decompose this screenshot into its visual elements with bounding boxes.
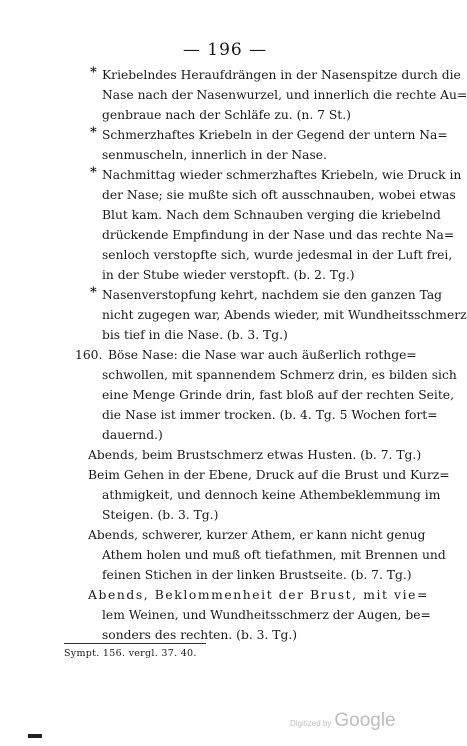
text-line: dauernd.) — [102, 428, 163, 442]
text-line: Abends, beim Brustschmerz etwas Husten. (b. 7. Tg.) — [88, 448, 422, 462]
text-line: Nase nach der Nasenwurzel, und innerlich die rechte Au= — [102, 88, 467, 102]
watermark-brand: Google — [334, 710, 396, 731]
text-line: senmuscheln, innerlich in der Nase. — [102, 148, 327, 162]
text-line: Beim Gehen in der Ebene, Druck auf die Brust und Kurz= — [88, 468, 450, 482]
text-line: Abends, Beklommenheit der Brust, mit vie= — [88, 588, 429, 602]
text-line: Kriebelndes Heraufdrängen in der Nasenspitze durch die — [102, 68, 461, 82]
symptom-bullet: * — [90, 285, 97, 300]
text-line: Athem holen und muß oft tiefathmen, mit Brennen und — [102, 548, 446, 562]
text-line: drückende Empfindung in der Nase und das rechte Na= — [102, 228, 455, 242]
text-line: athmigkeit, und dennoch keine Athembeklemmung im — [102, 488, 441, 502]
text-line: schwollen, mit spannendem Schmerz drin, es bilden sich — [102, 368, 457, 382]
text-line: Abends, schwerer, kurzer Athem, er kann nicht genug — [88, 528, 426, 542]
footnote-divider — [64, 643, 206, 644]
symptom-bullet: * — [90, 125, 97, 140]
text-line: nicht zugegen war, Abends wieder, mit Wundheitsschmerz — [102, 308, 467, 322]
text-line: sonders des rechten. (b. 3. Tg.) — [102, 628, 298, 642]
text-line: Nasenverstopfung kehrt, nachdem sie den ganzen Tag — [102, 288, 443, 302]
text-line: feinen Stichen in der linken Brustseite. (b. 7. Tg.) — [102, 568, 412, 582]
text-line: Schmerzhaftes Kriebeln in der Gegend der untern Na= — [102, 128, 448, 142]
text-line: genbraue nach der Schläfe zu. (n. 7 St.) — [102, 108, 351, 122]
scan-mark — [28, 734, 42, 738]
page-number: — 196 — — [182, 40, 268, 60]
google-watermark — [290, 710, 396, 732]
text-line: Blut kam. Nach dem Schnauben verging die kriebelnd — [102, 208, 441, 222]
text-line: in der Stube wieder verstopft. (b. 2. Tg.) — [102, 268, 355, 282]
text-line: senloch verstopfte sich, wurde jedesmal in der Luft frei, — [102, 248, 453, 262]
text-line: die Nase ist immer trocken. (b. 4. Tg. 5 Wochen fort= — [102, 408, 438, 422]
text-line: der Nase; sie mußte sich oft ausschnauben, wobei etwas — [102, 188, 456, 202]
entry-number: 160. — [75, 348, 103, 362]
symptom-bullet: * — [90, 65, 97, 80]
text-line: Böse Nase: die Nase war auch äußerlich rothge= — [108, 348, 417, 362]
watermark-prefix: Digitized by — [290, 719, 332, 728]
text-line: eine Menge Grinde drin, fast bloß auf der rechten Seite, — [102, 388, 454, 402]
text-line: Steigen. (b. 3. Tg.) — [102, 508, 219, 522]
text-line: lem Weinen, und Wundheitsschmerz der Augen, be= — [102, 608, 431, 622]
footnote: Sympt. 156. vergl. 37. 40. — [64, 648, 197, 659]
symptom-bullet: * — [90, 165, 97, 180]
text-line: Nachmittag wieder schmerzhaftes Kriebeln, wie Druck in — [102, 168, 462, 182]
text-line: bis tief in die Nase. (b. 3. Tg.) — [102, 328, 288, 342]
